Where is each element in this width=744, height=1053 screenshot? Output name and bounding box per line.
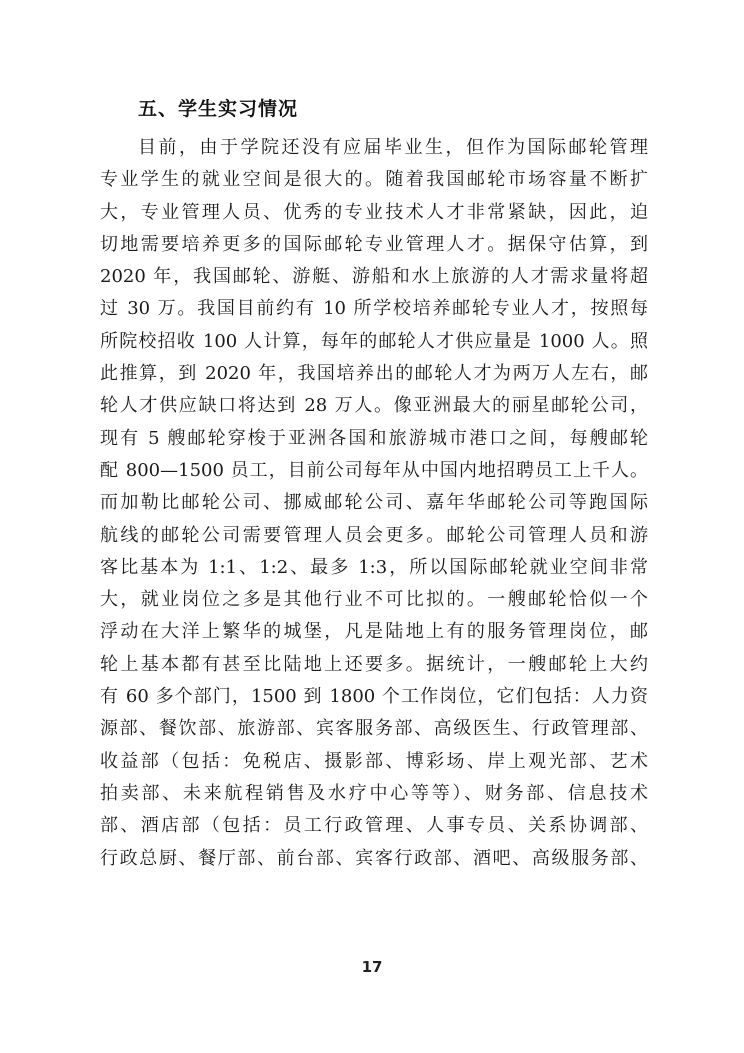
paragraph-line: 收益部（包括：免税店、摄影部、博彩场、岸上观光部、艺术	[100, 750, 648, 772]
paragraph-line: 客比基本为 1:1、1:2、最多 1:3，所以国际邮轮就业空间非常	[100, 556, 648, 578]
paragraph-line: 现有 5 艘邮轮穿梭于亚洲各国和旅游城市港口之间，每艘邮轮	[100, 427, 648, 449]
paragraph-line: 轮人才供应缺口将达到 28 万人。像亚洲最大的丽星邮轮公司，	[100, 395, 648, 417]
paragraph-line: 浮动在大洋上繁华的城堡，凡是陆地上有的服务管理岗位，邮	[100, 621, 648, 643]
paragraph-line: 源部、餐饮部、旅游部、宾客服务部、高级医生、行政管理部、	[100, 718, 648, 740]
paragraph-line: 2020 年，我国邮轮、游艇、游船和水上旅游的人才需求量将超	[100, 266, 648, 288]
paragraph-line: 目前，由于学院还没有应届毕业生，但作为国际邮轮管理	[138, 137, 648, 158]
page-number: 17	[361, 958, 383, 976]
paragraph-line: 轮上基本都有甚至比陆地上还要多。据统计，一艘邮轮上大约	[100, 653, 648, 675]
paragraph-line: 大，就业岗位之多是其他行业不可比拟的。一艘邮轮恰似一个	[100, 589, 648, 611]
section-heading: 五、学生实习情况	[138, 98, 299, 120]
paragraph-line: 配 800—1500 员工，目前公司每年从中国内地招聘员工上千人。	[100, 459, 648, 481]
paragraph-line: 所院校招收 100 人计算，每年的邮轮人才供应量是 1000 人。照	[100, 330, 648, 352]
body-paragraph	[100, 132, 648, 875]
paragraph-line: 大，专业管理人员、优秀的专业技术人才非常紧缺，因此，迫	[100, 201, 648, 223]
paragraph-line: 有 60 多个部门，1500 到 1800 个工作岗位，它们包括：人力资	[100, 686, 648, 708]
paragraph-line: 过 30 万。我国目前约有 10 所学校培养邮轮专业人才，按照每	[100, 298, 648, 320]
paragraph-line: 部、酒店部（包括：员工行政管理、人事专员、关系协调部、	[100, 815, 648, 837]
paragraph-line: 切地需要培养更多的国际邮轮专业管理人才。据保守估算，到	[100, 233, 648, 255]
paragraph-line: 而加勒比邮轮公司、挪威邮轮公司、嘉年华邮轮公司等跑国际	[100, 492, 648, 514]
paragraph-line: 航线的邮轮公司需要管理人员会更多。邮轮公司管理人员和游	[100, 524, 648, 546]
paragraph-line: 拍卖部、未来航程销售及水疗中心等等）、财务部、信息技术	[100, 782, 648, 804]
paragraph-line: 此推算，到 2020 年，我国培养出的邮轮人才为两万人左右，邮	[100, 363, 648, 385]
paragraph-line: 专业学生的就业空间是很大的。随着我国邮轮市场容量不断扩	[100, 169, 648, 191]
paragraph-line: 行政总厨、餐厅部、前台部、宾客行政部、酒吧、高级服务部、	[100, 847, 648, 869]
